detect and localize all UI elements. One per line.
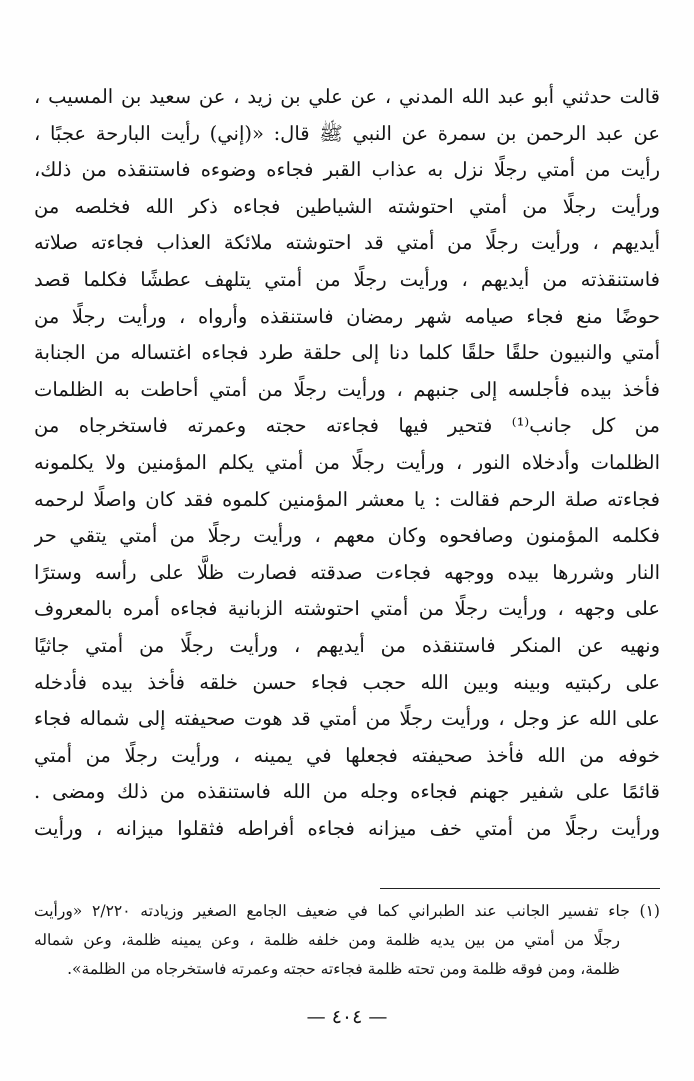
text-line: قائمًا على شفير جهنم فجاءه وجله من الله فاستنقذه من ذلك ومضى . [34,780,660,804]
text-line: أيديهم ، ورأيت رجلًا من أمتي قد احتوشته ملائكة العذاب فجاءته صلاته [34,231,660,255]
text-line: الظلمات وأدخلاه النور ، ورأيت رجلًا من أمتي يكلم المؤمنين ولا يكلمونه [34,450,660,474]
text-line: فكلمه المؤمنون وصافحوه وكان معهم ، ورأيت رجلًا من أمتي يتقي حر [34,524,660,548]
text-line: خوفه من الله فأخذ صحيفته فجعلها في يمينه ، ورأيت رجلًا من أمتي [34,743,660,767]
text-line: على ركبتيه وبينه وبين الله حجب فجاء حسن خلقه فأخذ بيده فأدخله [34,670,660,694]
text-line: فاستنقذته من أيديهم ، ورأيت رجلًا من أمتي يتلهف عطشًا فكلما قصد [34,267,660,291]
text-line: فأخذ بيده فأجلسه إلى جنبهم ، ورأيت رجلًا من أمتي أحاطت به الظلمات [34,377,660,401]
main-text [34,79,660,847]
footnote-divider [380,888,660,889]
footnotes [34,897,660,984]
text-line: ورأيت رجلًا من أمتي احتوشته الشياطين فجاءه ذكر الله فخلصه من [34,194,660,218]
text-line: النار وشررها بيده ووجهه فجاءت صدقته فصارت ظلًّا على رأسه وسترًا [34,560,660,584]
page-number: — ٤٠٤ — [306,1006,388,1028]
text-line: أمتي والنبيون حلقًا حلقًا كلما دنا إلى حلقة طرد فجاءه اغتساله من الجنابة [34,341,660,365]
text-line: فجاءته صلة الرحم فقالت : يا معشر المؤمنين كلموه فقد كان واصلًا لرحمه [34,487,660,511]
text-line: ورأيت رجلًا من أمتي خف ميزانه فجاءه أفراطه فثقلوا ميزانه ، ورأيت [34,816,660,840]
text-line: عن عبد الرحمن بن سمرة عن النبي ﷺ قال: «(إني) رأيت البارحة عجبًا ، [34,121,660,145]
footnote-line: ظلمة، ومن فوقه ظلمة ومن تحته ظلمة فجاءته حجته وعمرته فاستخرجاه من الظلمة». [67,960,620,978]
text-line: رأيت من أمتي رجلًا نزل به عذاب القبر فجاءه وضوءه فاستنقذه من ذلك، [34,158,660,182]
text-line: قالت حدثني أبو عبد الله المدني ، عن علي بن زيد ، عن سعيد بن المسيب ، [34,85,660,108]
footnote-line: (١) جاء تفسير الجانب عند الطبراني كما في ضعيف الجامع الصغير وزيادته ٢/٢٢٠ «ورأيت [34,902,660,920]
text-line: من كل جانب⁽¹⁾ فتحير فيها فجاءته حجته وعمرته فاستخرجاه من [34,414,660,438]
text-line: حوضًا منع فجاء صيامه شهر رمضان فاستنقذه وأرواه ، ورأيت رجلًا من [34,304,660,328]
text-line: على الله عز وجل ، ورأيت رجلًا من أمتي قد هوت صحيفته إلى شماله فجاء [34,707,660,731]
footnote-line: رجلًا من أمتي من بين يديه ظلمة ومن خلفه ظلمة ، وعن يمينه ظلمة، وعن شماله [34,931,620,949]
text-line: ونهيه عن المنكر فاستنقذه من أيديهم ، ورأيت رجلًا من أمتي جاثيًا [34,633,660,657]
text-line: على وجهه ، ورأيت رجلًا من أمتي احتوشته الزبانية فجاءه أمره بالمعروف [34,597,660,621]
